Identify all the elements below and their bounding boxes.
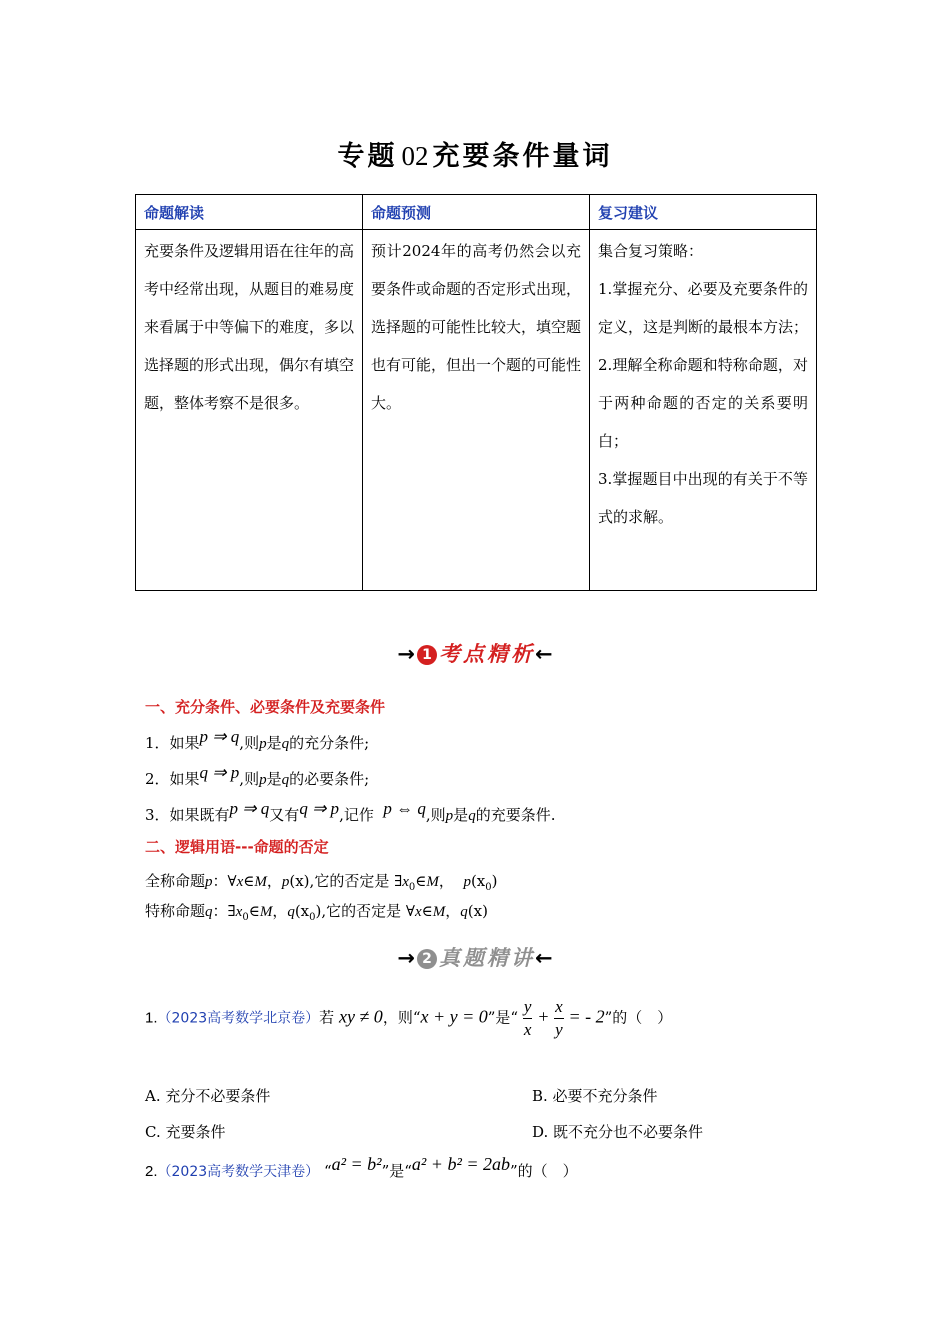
formula-a: a² = b² xyxy=(331,1154,382,1174)
advice-line: 2.理解全称命题和特称命题，对于两种命题的否定的关系要明白； xyxy=(598,356,808,450)
implication-formula: p ⇒ q xyxy=(229,799,270,818)
subheading-conditions: 一、充分条件、必要条件及充要条件 xyxy=(145,698,386,716)
universal-proposition-line: 全称命题p：∀x∈M，p(x),它的否定是 $\exists x_0\in M$， $p(x_0)$ xyxy=(145,872,498,893)
advice-line: 3.掌握题目中出现的有关于不等式的求解。 xyxy=(598,470,808,526)
section-number-badge: 2 xyxy=(417,949,437,969)
statement-formula: x + y = 0 xyxy=(420,1006,488,1027)
implication-formula: p ⇒ q xyxy=(199,727,240,746)
section-number-badge: 1 xyxy=(417,645,437,665)
option-a[interactable]: A. 充分不必要条件 xyxy=(145,1087,271,1105)
advice-line: 集合复习策略： xyxy=(598,242,704,260)
point-line-1: 1．如果p ⇒ q,则p是q的充分条件; xyxy=(145,727,370,752)
cell-advice xyxy=(590,230,817,591)
arrow-right-icon: → xyxy=(397,642,415,666)
subheading-negation: 二、逻辑用语---命题的否定 xyxy=(145,838,329,856)
option-c[interactable]: C. 充要条件 xyxy=(145,1123,226,1141)
title-prefix: 专题 xyxy=(337,141,398,172)
question-1: 1.（2023高考数学北京卷）若 xy ≠ 0，则“x + y = 0”是“ $\frac{y}{x}$ + $\frac{x}{y}$ = - 2”的（ ） xyxy=(145,997,673,1039)
existential-proposition-line: 特称命题q：$\exists x_0\in M$，$q(x_0)$,它的否定是 ∀x∈M，q(x) xyxy=(145,902,488,923)
question-number: 1. xyxy=(145,1009,158,1027)
implication-formula: q ⇒ p xyxy=(199,763,240,782)
condition-formula: xy ≠ 0 xyxy=(338,1006,383,1027)
section-label: 真题精讲 xyxy=(439,946,535,970)
section-heading-past-exams xyxy=(0,942,950,972)
section-heading-key-points xyxy=(0,638,950,668)
question-number: 2. xyxy=(145,1163,158,1180)
equivalence-formula: p ⇔ q xyxy=(383,799,426,818)
advice-line: 1.掌握充分、必要及充要条件的定义，这是判断的最根本方法； xyxy=(598,280,809,336)
option-b[interactable]: B. 必要不充分条件 xyxy=(532,1087,658,1105)
option-d[interactable]: D. 既不充分也不必要条件 xyxy=(532,1123,704,1141)
header-advice: 复习建议 xyxy=(590,195,817,230)
table-body-row xyxy=(136,230,817,591)
point-line-2: 2．如果q ⇒ p,则p是q的必要条件; xyxy=(145,763,370,788)
title-number: 02 xyxy=(401,141,429,171)
question-2: 2.（2023高考数学天津卷） “a² = b²”是“a² + b² = 2ab”的（ ） xyxy=(145,1154,578,1180)
header-prediction: 命题预测 xyxy=(363,195,590,230)
arrow-right-icon: → xyxy=(397,946,415,970)
section-label: 考点精析 xyxy=(439,642,535,666)
fraction: $\frac{y}{x}$ xyxy=(523,997,532,1039)
arrow-left-icon: ← xyxy=(535,946,553,970)
table-header-row xyxy=(136,195,817,230)
point-line-3: 3．如果既有p ⇒ q又有q ⇒ p,记作 p ⇔ q,则p是q的充要条件. xyxy=(145,799,556,824)
question-source: （2023高考数学北京卷） xyxy=(157,1010,320,1027)
formula-b: a² + b² = 2ab xyxy=(411,1154,510,1174)
header-interpretation: 命题解读 xyxy=(136,195,363,230)
question-source: （2023高考数学天津卷） xyxy=(157,1164,320,1180)
fraction: $\frac{x}{y}$ xyxy=(555,997,563,1039)
arrow-left-icon: ← xyxy=(535,642,553,666)
cell-interpretation: 充要条件及逻辑用语在往年的高考中经常出现，从题目的难易度来看属于中等偏下的难度，多以选择题的形式出现，偶尔有填空题，整体考察不是很多。 xyxy=(136,230,363,591)
summary-table xyxy=(135,194,817,591)
implication-formula: q ⇒ p xyxy=(299,799,340,818)
page-title xyxy=(0,134,950,173)
title-rest: 充要条件量词 xyxy=(432,141,613,172)
cell-prediction: 预计2024年的高考仍然会以充要条件或命题的否定形式出现，选择题的可能性比较大，填空题也有可能，但出一个题的可能性大。 xyxy=(363,230,590,591)
